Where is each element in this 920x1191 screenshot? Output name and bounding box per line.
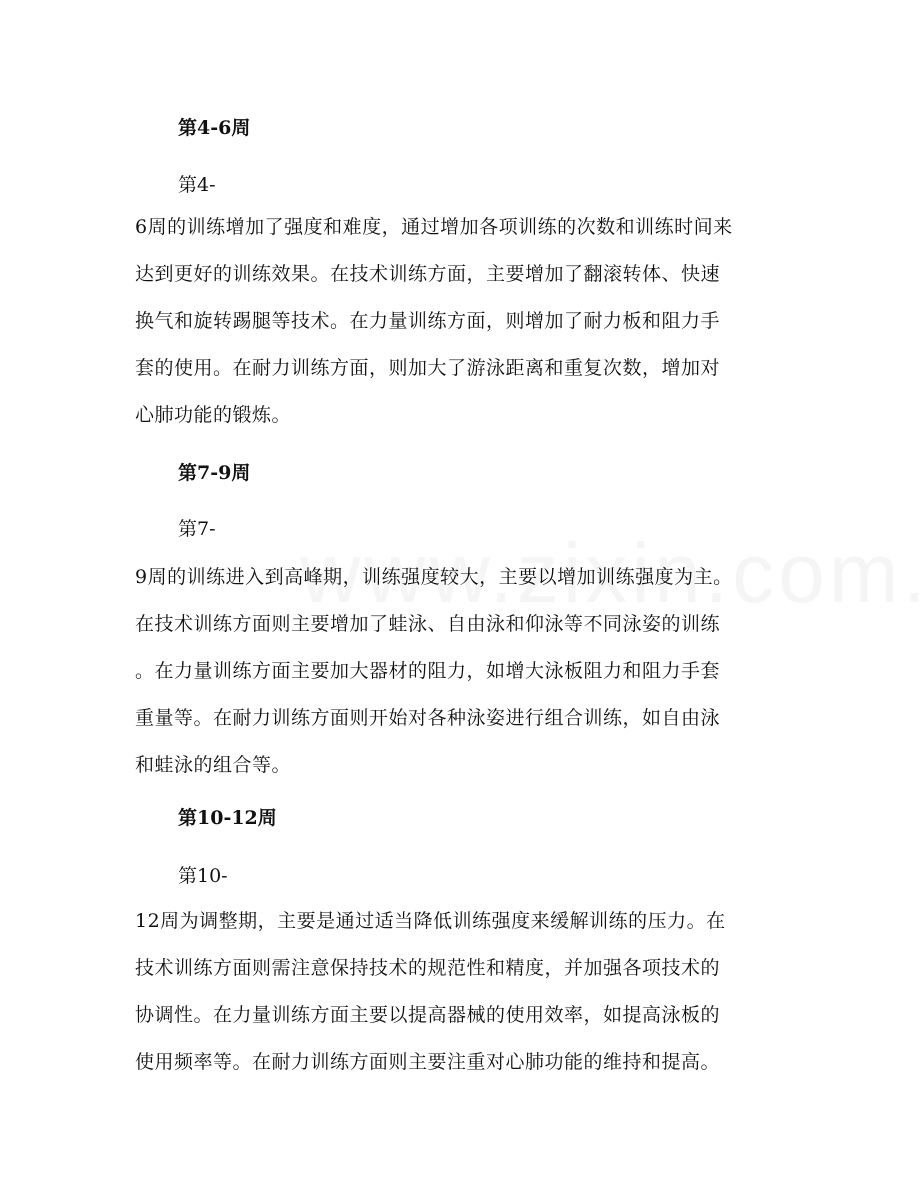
section-heading-week-4-6: 第4-6周 xyxy=(178,117,251,139)
section-lead-week-4-6: 第4- xyxy=(178,174,216,196)
section-body-week-4-6 xyxy=(135,204,795,439)
section-heading-week-7-9: 第7-9周 xyxy=(178,462,251,484)
body-line: 6周的训练增加了强度和难度，通过增加各项训练的次数和训练时间来 xyxy=(135,216,733,238)
section-heading-week-10-12: 第10-12周 xyxy=(178,807,277,829)
body-line: 协调性。在力量训练方面主要以提高器械的使用效率，如提高泳板的 xyxy=(135,1004,721,1026)
body-line: 。在力量训练方面主要加大器材的阻力，如增大泳板阻力和阻力手套 xyxy=(135,660,721,682)
body-line: 套的使用。在耐力训练方面，则加大了游泳距离和重复次数，增加对 xyxy=(135,357,721,379)
body-line: 达到更好的训练效果。在技术训练方面，主要增加了翻滚转体、快速 xyxy=(135,263,721,285)
body-line: 使用频率等。在耐力训练方面则主要注重对心肺功能的维持和提高。 xyxy=(135,1051,721,1073)
body-line: 在技术训练方面则主要增加了蛙泳、自由泳和仰泳等不同泳姿的训练 xyxy=(135,613,721,635)
body-line: 心肺功能的锻炼。 xyxy=(135,404,292,426)
body-line: 换气和旋转踢腿等技术。在力量训练方面，则增加了耐力板和阻力手 xyxy=(135,310,721,332)
body-line: 和蛙泳的组合等。 xyxy=(135,754,292,776)
body-line: 9周的训练进入到高峰期，训练强度较大，主要以增加训练强度为主。 xyxy=(135,566,733,588)
body-line: 重量等。在耐力训练方面则开始对各种泳姿进行组合训练，如自由泳 xyxy=(135,707,721,729)
body-line: 技术训练方面则需注意保持技术的规范性和精度，并加强各项技术的 xyxy=(135,957,721,979)
section-body-week-10-12 xyxy=(135,898,795,1086)
body-line: 12周为调整期，主要是通过适当降低训练强度来缓解训练的压力。在 xyxy=(135,910,726,932)
section-body-week-7-9 xyxy=(135,554,795,789)
section-lead-week-7-9: 第7- xyxy=(178,518,216,540)
section-lead-week-10-12: 第10- xyxy=(178,865,228,887)
